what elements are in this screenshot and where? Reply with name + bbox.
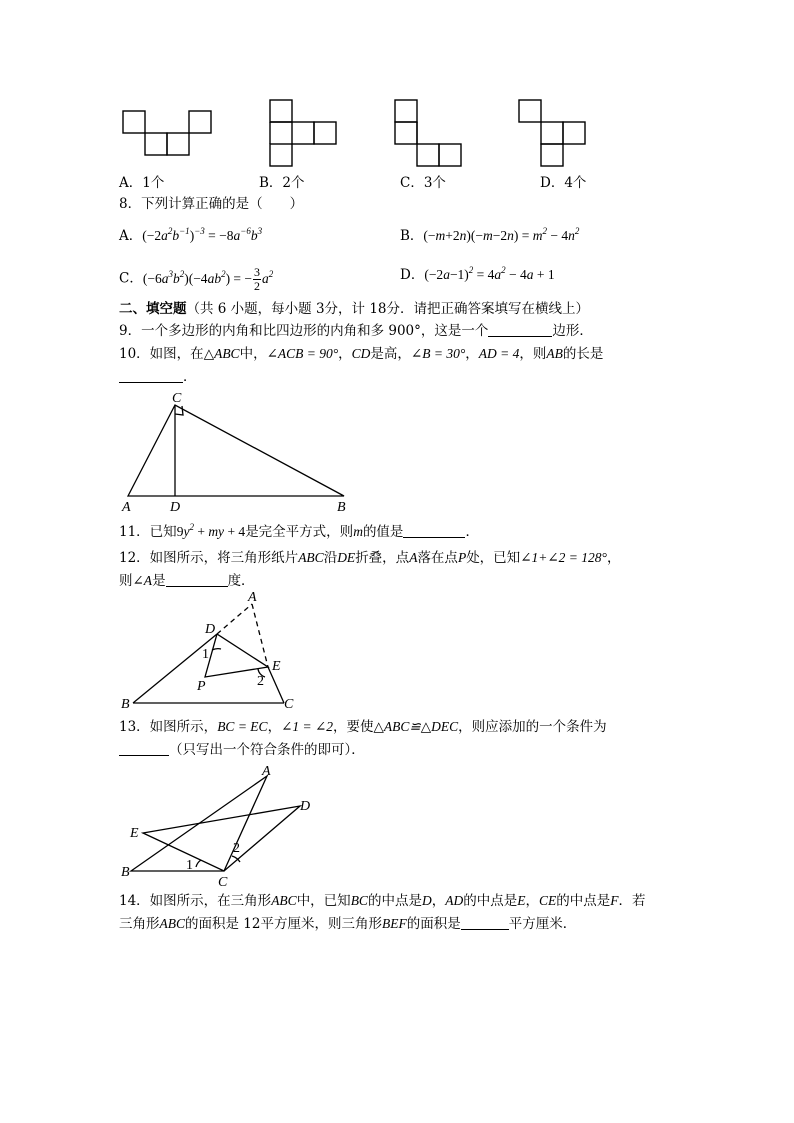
q14-answer-blank[interactable] — [461, 915, 509, 930]
q12-text: 12．如图所示，将三角形纸片 — [119, 550, 299, 566]
q12-text: ， — [606, 550, 621, 566]
q12-text: 落在点 — [417, 550, 458, 566]
q13-condition: ∠1 = ∠2 — [281, 719, 334, 734]
q14-text: ．若 — [618, 893, 646, 909]
q10-text: 中， — [239, 346, 267, 362]
q13-text: （只写出一个符合条件的即可）． — [169, 742, 365, 758]
q12-segment: DE — [337, 550, 356, 565]
q12-text: 则 — [119, 573, 133, 589]
q12-text: 折叠，点 — [355, 550, 410, 566]
q14-text: 的面积是 12平方厘米，则三角形 — [185, 916, 382, 932]
section2-title: 二、填空题 — [119, 301, 187, 317]
q12-point: A — [409, 550, 418, 565]
q10-label-a: A — [122, 500, 131, 515]
q12-label-d: D — [205, 622, 216, 637]
q12-label-b: B — [121, 697, 130, 712]
q14-text: 中，已知 — [296, 893, 351, 909]
q10-triangle: △ABC — [203, 346, 240, 361]
q14-text: 14．如图所示，在三角形 — [119, 893, 272, 909]
q8-option-c-label: C． — [119, 270, 143, 287]
q13-label-one: 1 — [186, 858, 193, 873]
q9-text: 9．一个多边形的内角和比四边形的内角和多 900°，这是一个 — [119, 323, 489, 339]
q7-option-c: C．3个 — [400, 175, 446, 191]
q10-label-b: B — [337, 500, 346, 515]
q14-triangle: BEF — [381, 916, 407, 931]
q13-text: ， — [267, 719, 282, 735]
q8-option-b-expr: $(-m+2n)(-m-2n) = m^2 - 4n^2$ — [423, 226, 580, 243]
q12-text: 处，已知 — [466, 550, 521, 566]
q14-point: D — [421, 893, 432, 908]
q10-segment: AB — [546, 346, 563, 361]
q13-label-two: 2 — [233, 841, 240, 856]
section2-note: （共 6 小题，每小题 3分，计 18分．请把正确答案填写在横线上） — [186, 301, 590, 317]
q13-text: ，要使 — [333, 719, 374, 735]
q10-condition: AD = 4 — [478, 346, 520, 361]
q12-text: 沿 — [323, 550, 338, 566]
q10-text: 10．如图，在 — [119, 346, 204, 362]
q14-text: ， — [431, 893, 446, 909]
q7-option-a: A．1个 — [119, 175, 165, 191]
q14-triangle: ABC — [271, 893, 297, 908]
q13-label-a: A — [262, 764, 271, 779]
q12-text-end: 度． — [227, 573, 255, 589]
q12-label-two: 2 — [257, 674, 264, 689]
q12-angle: ∠A — [132, 573, 153, 588]
q13-text: 13．如图所示， — [119, 719, 218, 735]
q14-line1 — [119, 892, 645, 910]
q14-point: E — [517, 893, 526, 908]
q14-text: 的中点是 — [463, 893, 518, 909]
q13-congruence: △ABC≌△DEC — [373, 719, 459, 734]
q10-text: ， — [338, 346, 352, 362]
q10-label-d: D — [170, 500, 181, 515]
q13-label-e: E — [130, 826, 139, 841]
q14-segment: CE — [538, 893, 557, 908]
q14-triangle: ABC — [159, 916, 185, 931]
q10-condition: ∠ACB = 90° — [266, 346, 339, 361]
q12-label-one: 1 — [202, 647, 209, 662]
q13-label-b: B — [121, 865, 130, 880]
q11-variable: m — [353, 524, 363, 539]
q9-text-end: 边形． — [552, 323, 593, 339]
q8-option-b-label: B． — [400, 228, 424, 244]
q8-option-d-label: D． — [400, 267, 425, 283]
q8-stem: 8．下列计算正确的是（ ） — [119, 196, 304, 212]
q7-option-b: B．2个 — [259, 175, 305, 191]
q10-segment: CD — [351, 346, 371, 361]
q14-text: 的面积是 — [406, 916, 461, 932]
q8-option-d-expr: $(-2a-1)^2 = 4a^2 - 4a + 1$ — [424, 265, 555, 282]
q14-line2 — [119, 915, 576, 933]
q13-condition: BC = EC — [217, 719, 268, 734]
q12-triangle: ABC — [298, 550, 324, 565]
q14-segment: BC — [350, 893, 368, 908]
q12-label-p: P — [197, 679, 206, 694]
q11-text: 是完全平方式，则 — [245, 524, 354, 540]
q12-label-e: E — [272, 659, 281, 674]
q7-option-d: D．4个 — [540, 175, 587, 191]
q12-condition: ∠1+∠2 = 128° — [520, 550, 607, 565]
q13-label-c: C — [218, 875, 228, 890]
q14-text: 的中点是 — [367, 893, 422, 909]
q11-text-end: ． — [465, 524, 479, 540]
q11-text: 的值是 — [362, 524, 404, 540]
q10-text: 是高， — [370, 346, 411, 362]
q10-text: ， — [465, 346, 479, 362]
q10-condition: ∠B = 30° — [410, 346, 466, 361]
q12-label-c: C — [284, 697, 294, 712]
q14-segment: AD — [445, 893, 464, 908]
q10-text: 的长是 — [562, 346, 604, 362]
q11-text: 11．已知 — [119, 524, 177, 540]
q10-text: ，则 — [519, 346, 547, 362]
q14-text: 三角形 — [119, 916, 160, 932]
q14-point: F — [610, 893, 619, 908]
q14-text: ， — [525, 893, 539, 909]
q14-text-end: 平方厘米． — [508, 916, 577, 932]
q12-label-a: A — [248, 590, 257, 605]
q14-text: 的中点是 — [556, 893, 611, 909]
q10-text-end: ． — [183, 369, 197, 385]
q13-label-d: D — [300, 799, 311, 814]
q13-text: ，则应添加的一个条件为 — [458, 719, 607, 735]
q8-option-a-label: A． — [119, 228, 143, 244]
q12-point: P — [457, 550, 467, 565]
q10-label-c: C — [172, 391, 182, 406]
q11-expression: $9y^2$ + my + 4 — [176, 522, 246, 539]
q8-option-c-expr: $(-6a^3b^2)(-4ab^2)$ = − $\frac{3}{2}$ $a^2$ — [142, 265, 274, 293]
q8-option-a-expr: $(-2a^2b^{-1})^{-3} = -8a^{-6}b^3$ — [142, 226, 263, 243]
q12-text: 是 — [152, 573, 166, 589]
